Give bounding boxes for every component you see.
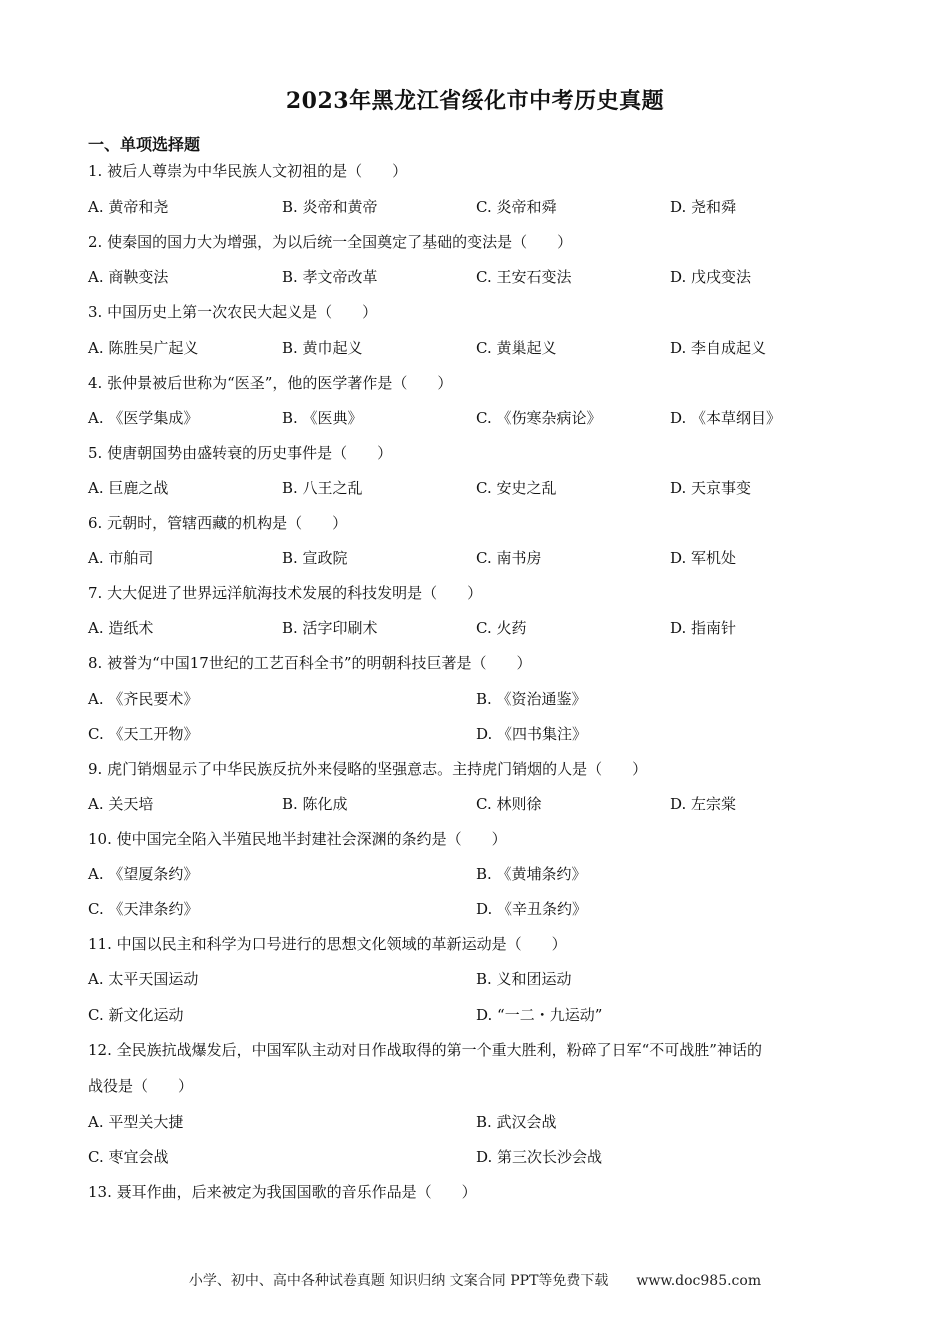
q1-option-a: A. 黄帝和尧 bbox=[88, 198, 169, 216]
q2-option-a: A. 商鞅变法 bbox=[88, 268, 169, 286]
section-heading: 一、单项选择题 bbox=[88, 135, 201, 154]
q3-option-c: C. 黄巢起义 bbox=[476, 339, 557, 357]
question-3: 3. 中国历史上第一次农民大起义是（ ） bbox=[88, 303, 378, 321]
question-6: 6. 元朝时，管辖西藏的机构是（ ） bbox=[88, 514, 348, 532]
q8-option-b: B. 《资治通鉴》 bbox=[476, 690, 587, 708]
q11-option-d: D. “一二・九运动” bbox=[476, 1006, 603, 1024]
q4-option-b: B. 《医典》 bbox=[282, 409, 363, 427]
q7-option-d: D. 指南针 bbox=[670, 619, 737, 637]
q12-option-c: C. 枣宜会战 bbox=[88, 1148, 169, 1166]
q3-option-d: D. 李自成起义 bbox=[670, 339, 767, 357]
q8-option-c: C. 《天工开物》 bbox=[88, 725, 199, 743]
q1-option-c: C. 炎帝和舜 bbox=[476, 198, 557, 216]
q3-option-a: A. 陈胜吴广起义 bbox=[88, 339, 199, 357]
question-5: 5. 使唐朝国势由盛转衰的历史事件是（ ） bbox=[88, 444, 393, 462]
q4-option-a: A. 《医学集成》 bbox=[88, 409, 199, 427]
q9-option-a: A. 关天培 bbox=[88, 795, 154, 813]
q1-option-b: B. 炎帝和黄帝 bbox=[282, 198, 378, 216]
page-footer: 小学、初中、高中各种试卷真题 知识归纳 文案合同 PPT等免费下载 www.doc985.com bbox=[188, 1273, 762, 1289]
q12-option-a: A. 平型关大捷 bbox=[88, 1113, 184, 1131]
q6-option-b: B. 宣政院 bbox=[282, 549, 348, 567]
question-7: 7. 大大促进了世界远洋航海技术发展的科技发明是（ ） bbox=[88, 584, 483, 602]
q4-option-c: C. 《伤寒杂病论》 bbox=[476, 409, 602, 427]
question-9: 9. 虎门销烟显示了中华民族反抗外来侵略的坚强意志。主持虎门销烟的人是（ ） bbox=[88, 760, 648, 778]
q1-option-d: D. 尧和舜 bbox=[670, 198, 737, 216]
q2-option-b: B. 孝文帝改革 bbox=[282, 268, 378, 286]
q9-option-d: D. 左宗棠 bbox=[670, 795, 737, 813]
question-8: 8. 被誉为“中国17世纪的工艺百科全书”的明朝科技巨著是（ ） bbox=[88, 654, 532, 672]
question-2: 2. 使秦国的国力大为增强，为以后统一全国奠定了基础的变法是（ ） bbox=[88, 233, 573, 251]
question-11: 11. 中国以民主和科学为口号进行的思想文化领域的革新运动是（ ） bbox=[88, 935, 567, 953]
exam-title: 2023年黑龙江省绥化市中考历史真题 bbox=[285, 88, 665, 114]
q11-option-c: C. 新文化运动 bbox=[88, 1006, 184, 1024]
q8-option-a: A. 《齐民要术》 bbox=[88, 690, 199, 708]
q5-option-a: A. 巨鹿之战 bbox=[88, 479, 169, 497]
q11-option-a: A. 太平天国运动 bbox=[88, 970, 199, 988]
question-10: 10. 使中国完全陷入半殖民地半封建社会深渊的条约是（ ） bbox=[88, 830, 507, 848]
q7-option-b: B. 活字印刷术 bbox=[282, 619, 378, 637]
q5-option-c: C. 安史之乱 bbox=[476, 479, 557, 497]
q12-option-b: B. 武汉会战 bbox=[476, 1113, 557, 1131]
question-13: 13. 聂耳作曲，后来被定为我国国歌的音乐作品是（ ） bbox=[88, 1183, 477, 1201]
q2-option-c: C. 王安石变法 bbox=[476, 268, 572, 286]
q12-option-d: D. 第三次长沙会战 bbox=[476, 1148, 603, 1166]
q2-option-d: D. 戊戌变法 bbox=[670, 268, 752, 286]
q11-option-b: B. 义和团运动 bbox=[476, 970, 572, 988]
q10-option-b: B. 《黄埔条约》 bbox=[476, 865, 587, 883]
question-12-line-2: 战役是（ ） bbox=[88, 1077, 194, 1095]
q5-option-d: D. 天京事变 bbox=[670, 479, 752, 497]
q8-option-d: D. 《四书集注》 bbox=[476, 725, 588, 743]
question-4: 4. 张仲景被后世称为“医圣”，他的医学著作是（ ） bbox=[88, 374, 453, 392]
q7-option-c: C. 火药 bbox=[476, 619, 527, 637]
question-1: 1. 被后人尊崇为中华民族人文初祖的是（ ） bbox=[88, 162, 408, 180]
q3-option-b: B. 黄巾起义 bbox=[282, 339, 363, 357]
q5-option-b: B. 八王之乱 bbox=[282, 479, 363, 497]
q6-option-a: A. 市舶司 bbox=[88, 549, 154, 567]
q9-option-c: C. 林则徐 bbox=[476, 795, 542, 813]
q4-option-d: D. 《本草纲目》 bbox=[670, 409, 782, 427]
q10-option-c: C. 《天津条约》 bbox=[88, 900, 199, 918]
q6-option-c: C. 南书房 bbox=[476, 549, 542, 567]
q10-option-a: A. 《望厦条约》 bbox=[88, 865, 199, 883]
q6-option-d: D. 军机处 bbox=[670, 549, 737, 567]
q10-option-d: D. 《辛丑条约》 bbox=[476, 900, 588, 918]
q7-option-a: A. 造纸术 bbox=[88, 619, 154, 637]
question-12-line-1: 12. 全民族抗战爆发后，中国军队主动对日作战取得的第一个重大胜利，粉碎了日军“不可战胜”神话的 bbox=[88, 1041, 762, 1059]
q9-option-b: B. 陈化成 bbox=[282, 795, 348, 813]
